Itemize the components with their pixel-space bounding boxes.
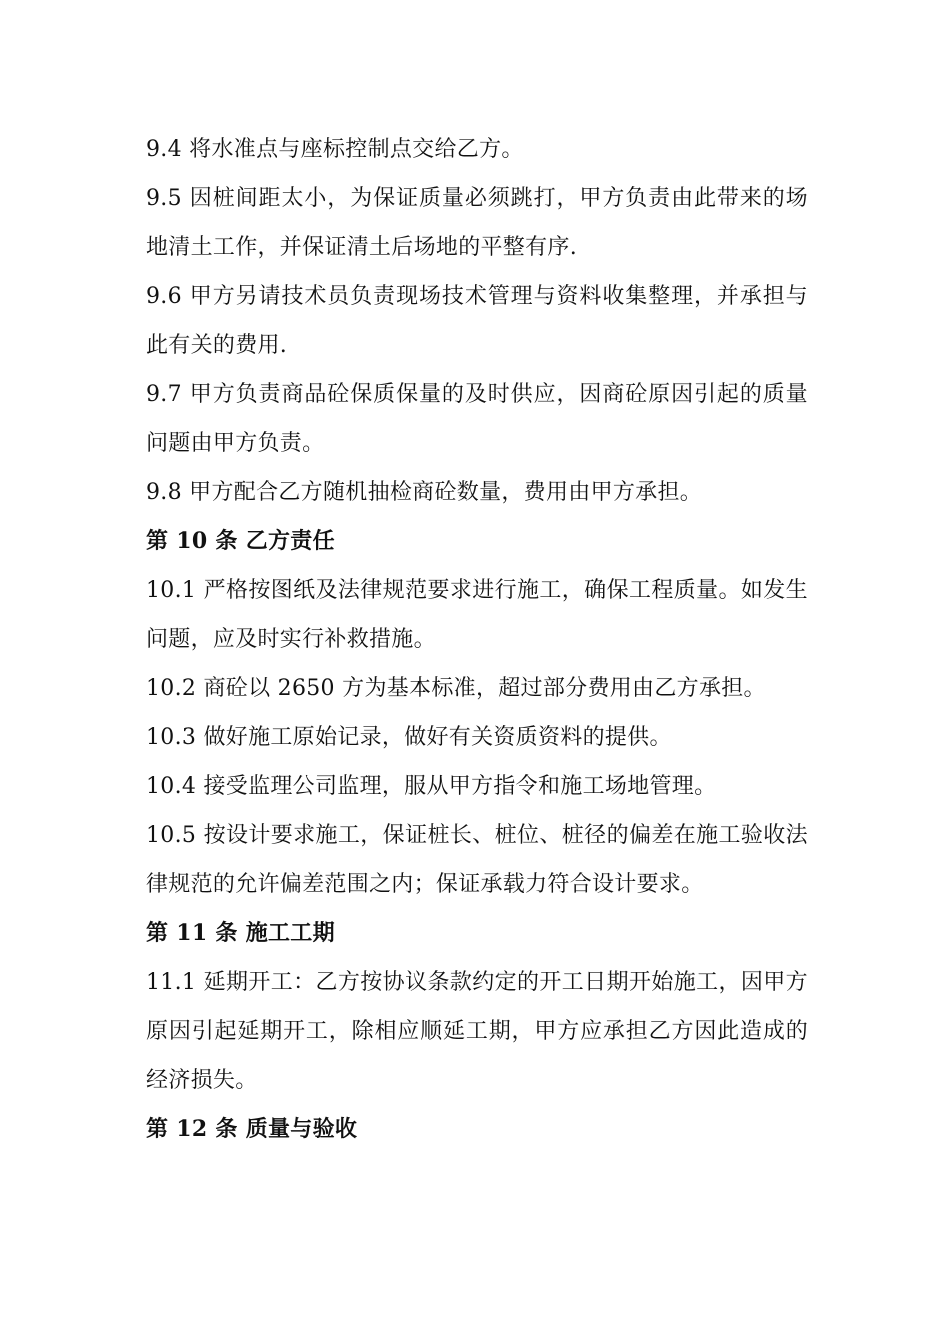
- clause-10-3: 10.3 做好施工原始记录，做好有关资质资料的提供。: [146, 725, 672, 750]
- section-heading-11: 第 11 条 施工工期: [146, 920, 335, 946]
- clause-10-1: 10.1 严格按图纸及法律规范要求进行施工，确保工程质量。如发生问题，应及时实行补救措施。: [146, 578, 808, 652]
- clause-10-4: 10.4 接受监理公司监理，服从甲方指令和施工场地管理。: [146, 774, 717, 799]
- clause-9-5: 9.5 因桩间距太小，为保证质量必须跳打，甲方负责由此带来的场地清土工作，并保证清土后场地的平整有序.: [146, 186, 808, 260]
- section-heading-10: 第 10 条 乙方责任: [146, 528, 335, 554]
- clause-11-1: 11.1 延期开工：乙方按协议条款约定的开工日期开始施工，因甲方原因引起延期开工，除相应顺延工期，甲方应承担乙方因此造成的经济损失。: [146, 970, 808, 1093]
- section-heading-12: 第 12 条 质量与验收: [146, 1116, 358, 1142]
- clause-9-6: 9.6 甲方另请技术员负责现场技术管理与资料收集整理，并承担与此有关的费用.: [146, 284, 808, 358]
- clause-9-8: 9.8 甲方配合乙方随机抽检商砼数量，费用由甲方承担。: [146, 480, 703, 505]
- clause-10-2: 10.2 商砼以 2650 方为基本标准，超过部分费用由乙方承担。: [146, 676, 766, 701]
- document-body: [146, 125, 808, 1154]
- clause-9-7: 9.7 甲方负责商品砼保质保量的及时供应，因商砼原因引起的质量问题由甲方负责。: [146, 382, 808, 456]
- clause-10-5: 10.5 按设计要求施工，保证桩长、桩位、桩径的偏差在施工验收法律规范的允许偏差范围之内；保证承载力符合设计要求。: [146, 823, 808, 897]
- clause-9-4: 9.4 将水准点与座标控制点交给乙方。: [146, 137, 524, 162]
